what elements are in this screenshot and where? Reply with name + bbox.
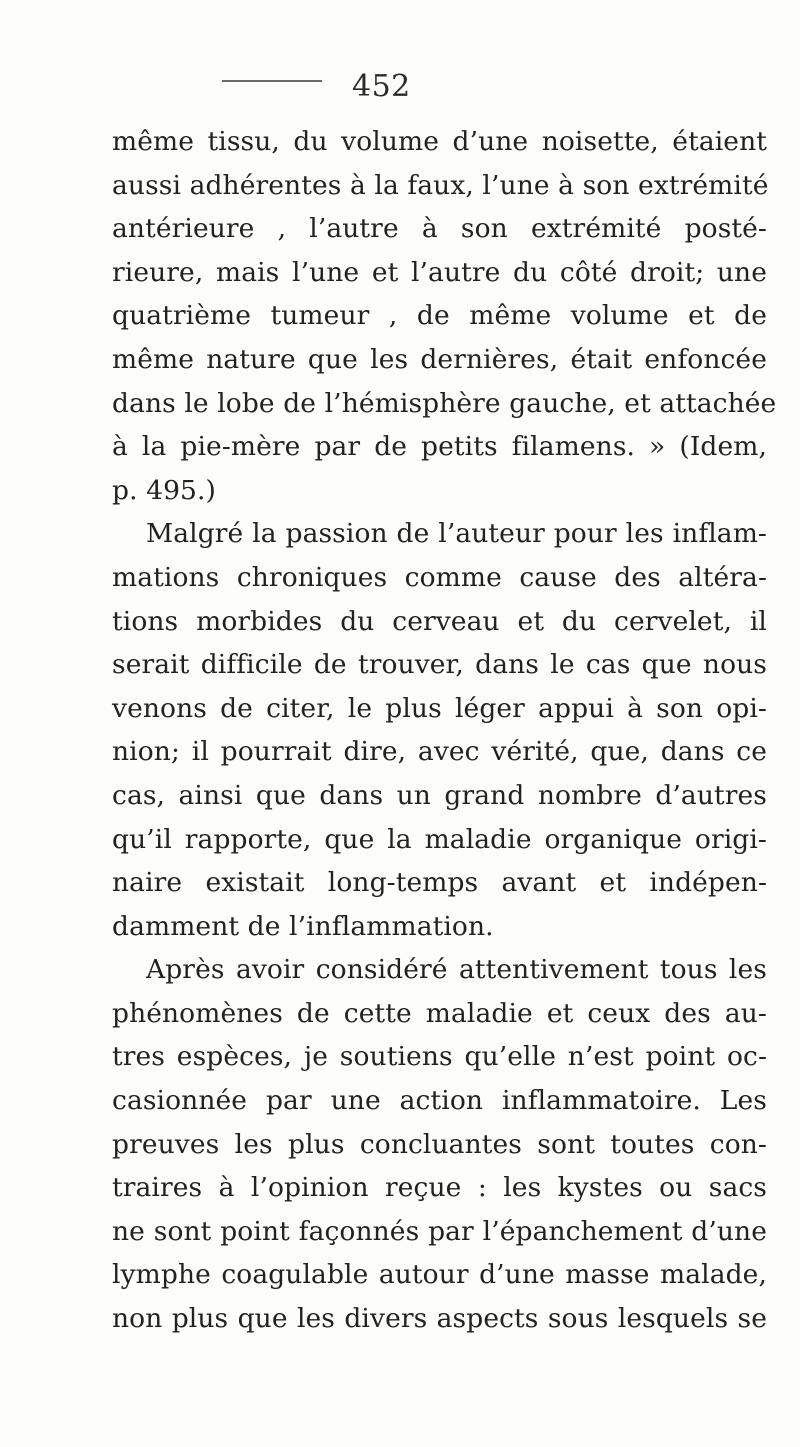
text-line: damment de l’inflammation. xyxy=(112,910,494,942)
text-line: serait difficile de trouver, dans le cas que nous xyxy=(112,649,767,681)
text-line: antérieure , l’autre à son extrémité posté- xyxy=(112,213,767,245)
text-line: Malgré la passion de l’auteur pour les inflam- xyxy=(146,518,767,550)
text-line: aussi adhérentes à la faux, l’une à son extrémité xyxy=(112,169,769,201)
text-line: cas, ainsi que dans un grand nombre d’autres xyxy=(112,779,767,811)
text-line: traires à l’opinion reçue : les kystes ou sacs xyxy=(112,1172,767,1204)
text-line: mations chroniques comme cause des altéra- xyxy=(112,561,767,593)
text-line: p. 495.) xyxy=(112,474,216,506)
text-line: à la pie-mère par de petits filamens. » (Idem, xyxy=(112,431,767,463)
text-line: quatrième tumeur , de même volume et de xyxy=(112,300,767,332)
page-number: 452 xyxy=(352,69,411,104)
text-line: preuves les plus concluantes sont toutes con- xyxy=(112,1128,767,1160)
text-line: tres espèces, je soutiens qu’elle n’est point oc- xyxy=(112,1041,767,1073)
text-line: non plus que les divers aspects sous lesquels se xyxy=(112,1303,767,1335)
body-text xyxy=(112,120,777,1341)
text-line: rieure, mais l’une et l’autre du côté droit; une xyxy=(112,256,767,288)
text-line: tions morbides du cerveau et du cervelet, il xyxy=(112,605,767,637)
text-line: Après avoir considéré attentivement tous les xyxy=(146,954,767,986)
text-line: ne sont point façonnés par l’épanchement d’une xyxy=(112,1215,767,1247)
text-line: phénomènes de cette maladie et ceux des au- xyxy=(112,997,767,1029)
text-line: lymphe coagulable autour d’une masse malade, xyxy=(112,1259,767,1291)
text-line: venons de citer, le plus léger appui à son opi- xyxy=(112,692,767,724)
text-line: même tissu, du volume d’une noisette, étaient xyxy=(112,126,767,157)
text-line: qu’il rapporte, que la maladie organique origi- xyxy=(112,823,767,855)
header-rule xyxy=(222,80,322,82)
text-line: nion; il pourrait dire, avec vérité, que, dans ce xyxy=(112,736,767,768)
text-line: casionnée par une action inflammatoire. Les xyxy=(112,1085,767,1117)
text-line: dans le lobe de l’hémisphère gauche, et attachée xyxy=(112,387,777,419)
text-line: même nature que les dernières, était enfoncée xyxy=(112,343,767,375)
text-line: naire existait long-temps avant et indépen- xyxy=(112,867,767,899)
